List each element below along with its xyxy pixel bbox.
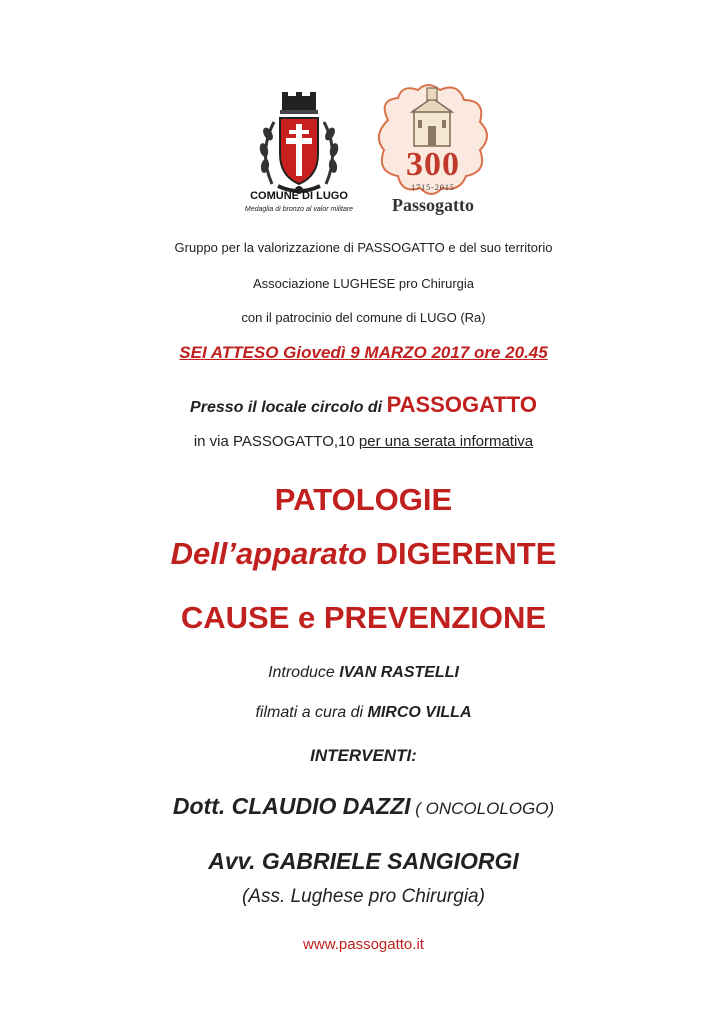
title-line-3: CAUSE e PREVENZIONE (180, 600, 547, 635)
video-credit-label: filmati a cura di (255, 704, 368, 721)
title-line-2-bold: DIGERENTE (366, 536, 557, 571)
video-credit-line (0, 704, 727, 722)
title-line-2 (0, 536, 727, 572)
venue-line (0, 392, 727, 418)
address-underlined: per una serata informativa (358, 433, 534, 450)
address-line (0, 433, 727, 450)
intro-line-group: Gruppo per la valorizzazione di PASSOGATTO e del suo territorio (174, 240, 553, 255)
anniversary-name: Passogatto (392, 195, 474, 215)
comune-di-lugo-crest (244, 92, 354, 222)
title-line-1: PATOLOGIE (274, 482, 453, 517)
speaker-1-name: Dott. CLAUDIO DAZZI (172, 793, 411, 819)
speaker-2 (0, 848, 727, 875)
venue-prefix: Presso il locale circolo di (190, 399, 387, 416)
event-date: SEI ATTESO Giovedì 9 MARZO 2017 ore 20.45 (179, 343, 548, 362)
venue-brand: PASSOGATTO (386, 392, 537, 417)
interventions-heading: INTERVENTI: (310, 746, 417, 765)
introducer-label: Introduce (268, 664, 340, 681)
title-line-2-italic: Dell’apparato (170, 536, 367, 571)
speaker-1-role: ( ONCOLOLOGO) (410, 799, 555, 818)
speaker-1 (0, 793, 727, 820)
introducer-line (0, 664, 727, 682)
comune-di-lugo-label: COMUNE DI LUGO (250, 190, 348, 202)
video-credit-name: MIRCO VILLA (367, 704, 472, 721)
intro-line-patronage: con il patrocinio del comune di LUGO (Ra) (241, 310, 486, 325)
introducer-name: IVAN RASTELLI (339, 664, 459, 681)
anniversary-years: 1715-2015 (411, 183, 455, 192)
website-link[interactable]: www.passogatto.it (303, 936, 424, 953)
intro-line-association: Associazione LUGHESE pro Chirurgia (252, 276, 475, 291)
comune-di-lugo-subtitle: Medaglia di bronzo al valor militare (244, 206, 354, 213)
speaker-2-name: Avv. GABRIELE SANGIORGI (208, 848, 519, 874)
address-prefix: in via PASSOGATTO,10 (193, 433, 359, 450)
speaker-2-association: (Ass. Lughese pro Chirurgia) (242, 886, 485, 907)
anniversary-number: 300 (406, 146, 460, 183)
